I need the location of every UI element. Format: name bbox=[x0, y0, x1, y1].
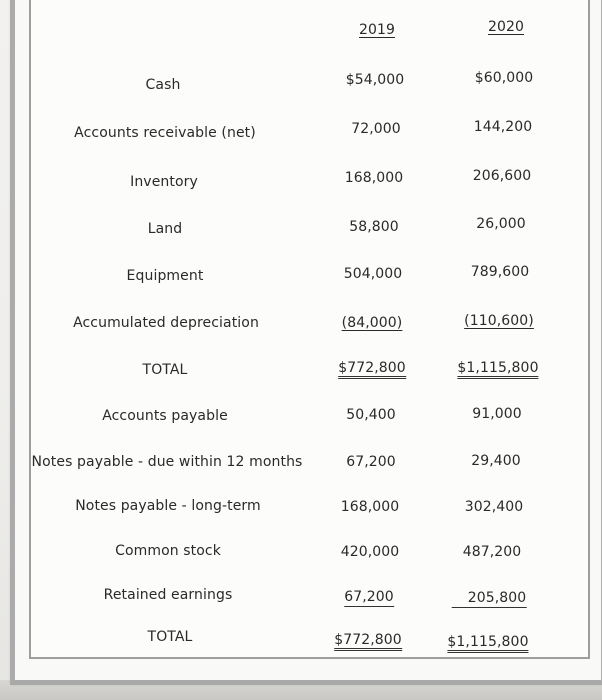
cell-total-assets-2020: $1,115,800 bbox=[457, 360, 538, 379]
row-label-inventory: Inventory bbox=[130, 174, 198, 190]
row-label-common-stock: Common stock bbox=[115, 543, 221, 559]
cell-np-long-2019: 168,000 bbox=[340, 499, 400, 515]
row-label-cash: Cash bbox=[145, 77, 181, 93]
row-label-notes-payable-short: Notes payable - due within 12 months bbox=[31, 454, 303, 470]
cell-ap-2019: 50,400 bbox=[346, 407, 396, 423]
cell-common-stock-2019: 420,000 bbox=[340, 544, 400, 560]
cell-np-short-2019: 67,200 bbox=[346, 454, 396, 470]
balance-sheet-page bbox=[10, 0, 602, 685]
cell-equipment-2020: 789,600 bbox=[470, 264, 530, 280]
cell-total-le-2019: $772,800 bbox=[334, 632, 402, 651]
cell-common-stock-2020: 487,200 bbox=[462, 544, 522, 560]
row-label-land: Land bbox=[147, 221, 183, 237]
row-label-total-assets: TOTAL bbox=[142, 362, 188, 378]
header-2020: 2020 bbox=[487, 19, 525, 35]
cell-cash-2020: $60,000 bbox=[474, 70, 534, 86]
cell-land-2019: 58,800 bbox=[349, 219, 399, 235]
row-label-accumulated-depreciation: Accumulated depreciation bbox=[73, 315, 259, 331]
cell-land-2020: 26,000 bbox=[476, 216, 526, 232]
header-2019: 2019 bbox=[358, 22, 396, 38]
cell-retained-earnings-2020: 205,800 bbox=[452, 590, 527, 608]
cell-accum-dep-2019: (84,000) bbox=[341, 315, 403, 331]
row-label-total-liabilities-equity: TOTAL bbox=[147, 629, 193, 645]
cell-ar-2019: 72,000 bbox=[351, 121, 401, 137]
cell-ap-2020: 91,000 bbox=[472, 406, 522, 422]
cell-ar-2020: 144,200 bbox=[473, 119, 533, 135]
balance-sheet-table bbox=[29, 0, 590, 659]
row-label-retained-earnings: Retained earnings bbox=[103, 587, 233, 603]
cell-inventory-2019: 168,000 bbox=[344, 170, 404, 186]
cell-total-le-2020: $1,115,800 bbox=[447, 634, 528, 653]
cell-np-short-2020: 29,400 bbox=[471, 453, 521, 469]
row-label-notes-payable-long: Notes payable - long-term bbox=[75, 498, 261, 514]
cell-retained-earnings-2019: 67,200 bbox=[344, 589, 394, 605]
row-label-equipment: Equipment bbox=[126, 268, 204, 284]
row-label-accounts-receivable: Accounts receivable (net) bbox=[74, 125, 256, 141]
cell-np-long-2020: 302,400 bbox=[464, 499, 524, 515]
cell-total-assets-2019: $772,800 bbox=[338, 360, 406, 379]
cell-accum-dep-2020: (110,600) bbox=[464, 313, 534, 329]
cell-equipment-2019: 504,000 bbox=[343, 266, 403, 282]
row-label-accounts-payable: Accounts payable bbox=[102, 408, 228, 424]
cell-inventory-2020: 206,600 bbox=[472, 168, 532, 184]
cell-cash-2019: $54,000 bbox=[345, 72, 405, 88]
